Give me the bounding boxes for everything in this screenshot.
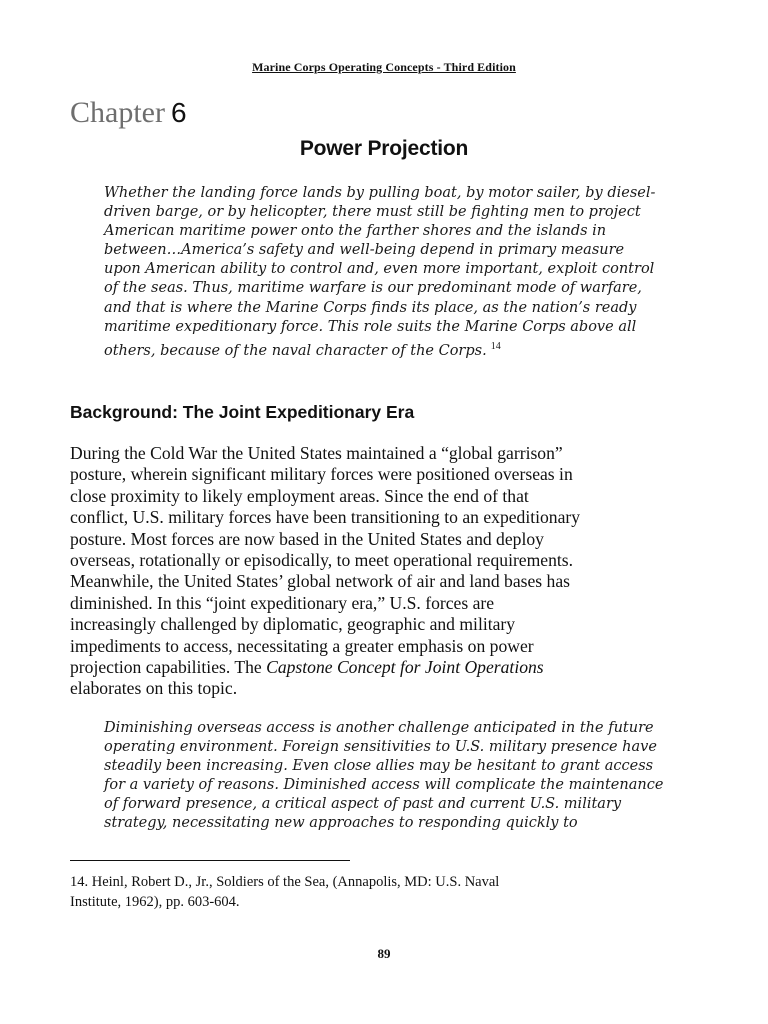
epigraph-line: of the seas. Thus, maritime warfare is our predominant mode of warfare,	[104, 280, 642, 297]
paragraph-line: close proximity to likely employment areas. Since the end of that	[70, 485, 529, 506]
block-quote	[104, 719, 700, 834]
chapter-heading	[70, 96, 187, 130]
chapter-label: Chapter	[70, 96, 165, 129]
footnote-reference: 14	[490, 340, 501, 352]
section-heading: Background: The Joint Expeditionary Era	[70, 402, 415, 422]
paragraph-line: overseas, rotationally or episodically, to meet operational requirements.	[70, 550, 574, 571]
epigraph-line: Whether the landing force lands by pulling boat, by motor sailer, by diesel-	[104, 185, 656, 201]
paragraph-text: projection capabilities. The	[70, 657, 267, 678]
epigraph-line	[104, 337, 700, 361]
running-header: Marine Corps Operating Concepts - Third Edition	[252, 60, 516, 74]
paragraph-line: increasingly challenged by diplomatic, geographic and military	[70, 614, 516, 635]
epigraph-line: between…America’s safety and well-being depend in primary measure	[104, 242, 625, 259]
document-citation: Capstone Concept for Joint Operations	[266, 657, 544, 678]
paragraph-line: During the Cold War the United States maintained a “global garrison”	[70, 443, 563, 463]
paragraph-line: Meanwhile, the United States’ global network of air and land bases has	[70, 571, 570, 592]
body-paragraph	[70, 443, 710, 700]
quote-line: Diminishing overseas access is another challenge anticipated in the future	[104, 720, 654, 736]
paragraph-line: impediments to access, necessitating a greater emphasis on power	[70, 635, 534, 656]
epigraph-quote	[104, 184, 700, 361]
paragraph-line	[70, 657, 710, 678]
quote-line: of forward presence, a critical aspect of past and current U.S. military	[104, 796, 622, 813]
chapter-number: 6	[170, 97, 187, 128]
epigraph-line: and that is where the Marine Corps finds its place, as the nation’s ready	[104, 299, 637, 316]
footnote-line: 14. Heinl, Robert D., Jr., Soldiers of the Sea, (Annapolis, MD: U.S. Naval	[70, 874, 500, 890]
quote-line: operating environment. Foreign sensitivities to U.S. military presence have	[104, 739, 657, 756]
epigraph-line-text: others, because of the naval character of the Corps.	[104, 342, 487, 359]
paragraph-line: posture, wherein significant military forces were positioned overseas in	[70, 464, 573, 485]
epigraph-line: driven barge, or by helicopter, there must still be fighting men to project	[104, 204, 641, 221]
paragraph-line: posture. Most forces are now based in the United States and deploy	[70, 528, 544, 549]
paragraph-line: conflict, U.S. military forces have been transitioning to an expeditionary	[70, 507, 581, 528]
epigraph-line: upon American ability to control and, even more important, exploit control	[104, 261, 655, 278]
quote-line: strategy, necessitating new approaches to responding quickly to	[104, 815, 578, 832]
quote-line: for a variety of reasons. Diminished access will complicate the maintenance	[104, 777, 664, 794]
page-number: 89	[377, 946, 391, 961]
footnote-line: Institute, 1962), pp. 603-604.	[70, 894, 240, 910]
paragraph-line: elaborates on this topic.	[70, 678, 238, 699]
footnote	[70, 872, 710, 912]
epigraph-line: American maritime power onto the farther shores and the islands in	[104, 223, 607, 240]
chapter-title: Power Projection	[299, 137, 469, 160]
quote-line: steadily been increasing. Even close allies may be hesitant to grant access	[104, 758, 654, 775]
paragraph-line: diminished. In this “joint expeditionary era,” U.S. forces are	[70, 592, 495, 613]
footnote-divider	[70, 860, 350, 861]
epigraph-line: maritime expeditionary force. This role suits the Marine Corps above all	[104, 318, 637, 335]
